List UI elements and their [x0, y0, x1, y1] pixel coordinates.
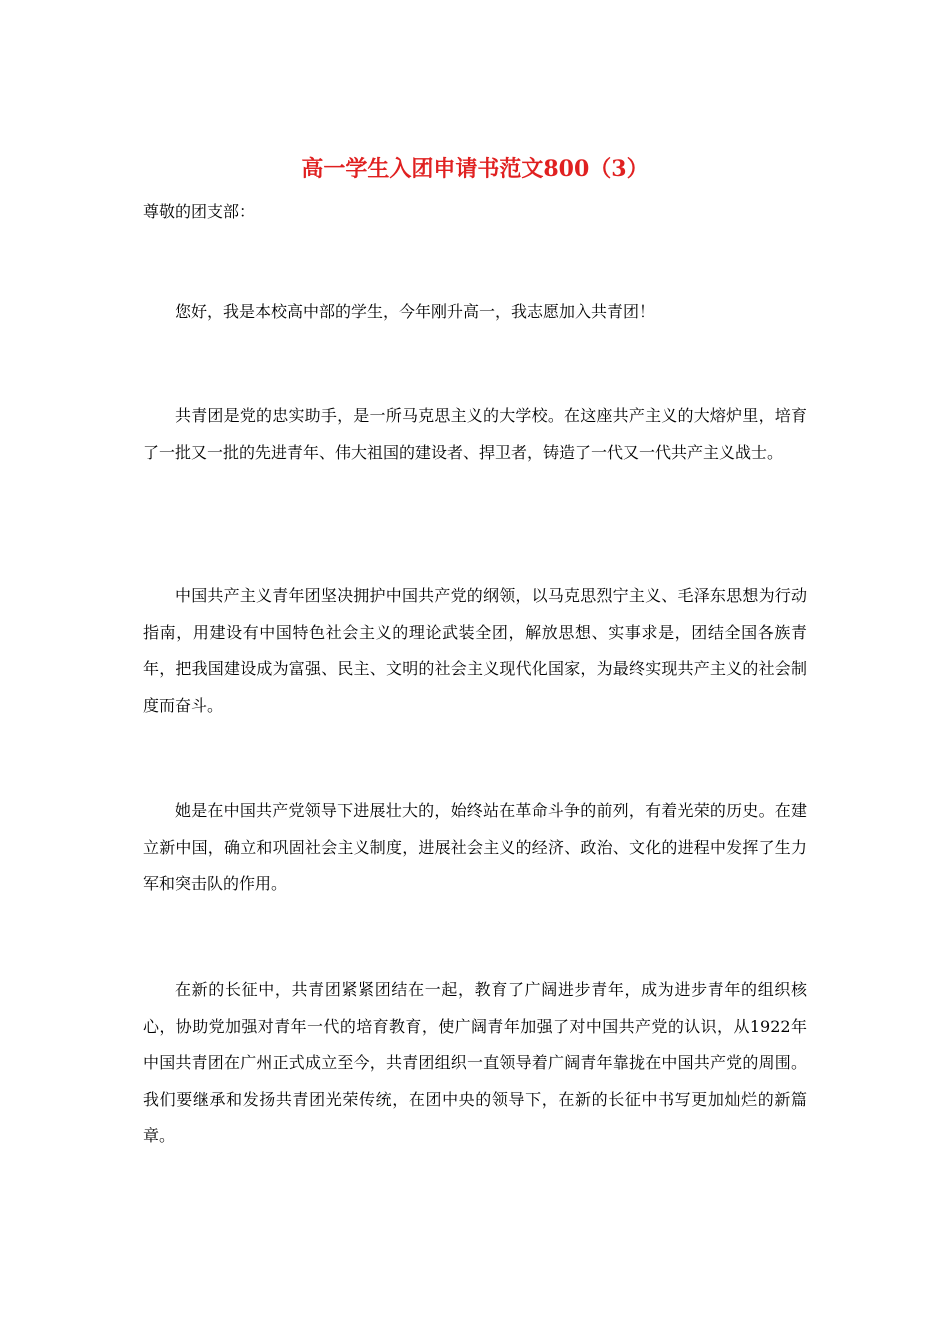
paragraph-new-long-march: 在新的长征中，共青团紧紧团结在一起，教育了广阔进步青年，成为进步青年的组织核心，协助党加强对青年一代的培育教育，使广阔青年加强了对中国共产党的认识，从1922年中国共青团在广州正式成立至今，共青团组织一直领导着广阔青年靠拢在中国共产党的周围。我们要继承和发扬共青团光荣传统，在团中央的领导下，在新的长征中书写更加灿烂的新篇章。	[143, 980, 807, 1145]
document-title: 高一学生入团申请书范文800（3）	[301, 156, 649, 182]
paragraph-league-history: 她是在中国共产党领导下进展壮大的，始终站在革命斗争的前列，有着光荣的历史。在建立新中国，确立和巩固社会主义制度，进展社会主义的经济、政治、文化的进程中发挥了生力军和突击队的作用。	[143, 801, 807, 893]
paragraph-greeting: 您好，我是本校高中部的学生，今年刚升高一，我志愿加入共青团！	[175, 302, 656, 321]
paragraph-league-program: 中国共产主义青年团坚决拥护中国共产党的纲领，以马克思烈宁主义、毛泽东思想为行动指南，用建设有中国特色社会主义的理论武装全团，解放思想、实事求是，团结全国各族青年，把我国建设成为富强、民主、文明的社会主义现代化国家，为最终实现共产主义的社会制度而奋斗。	[143, 586, 807, 715]
paragraph-league-role: 共青团是党的忠实助手，是一所马克思主义的大学校。在这座共产主义的大熔炉里，培育了一批又一批的先进青年、伟大祖国的建设者、捍卫者，铸造了一代又一代共产主义战士。	[143, 406, 807, 462]
salutation: 尊敬的团支部：	[143, 202, 256, 221]
